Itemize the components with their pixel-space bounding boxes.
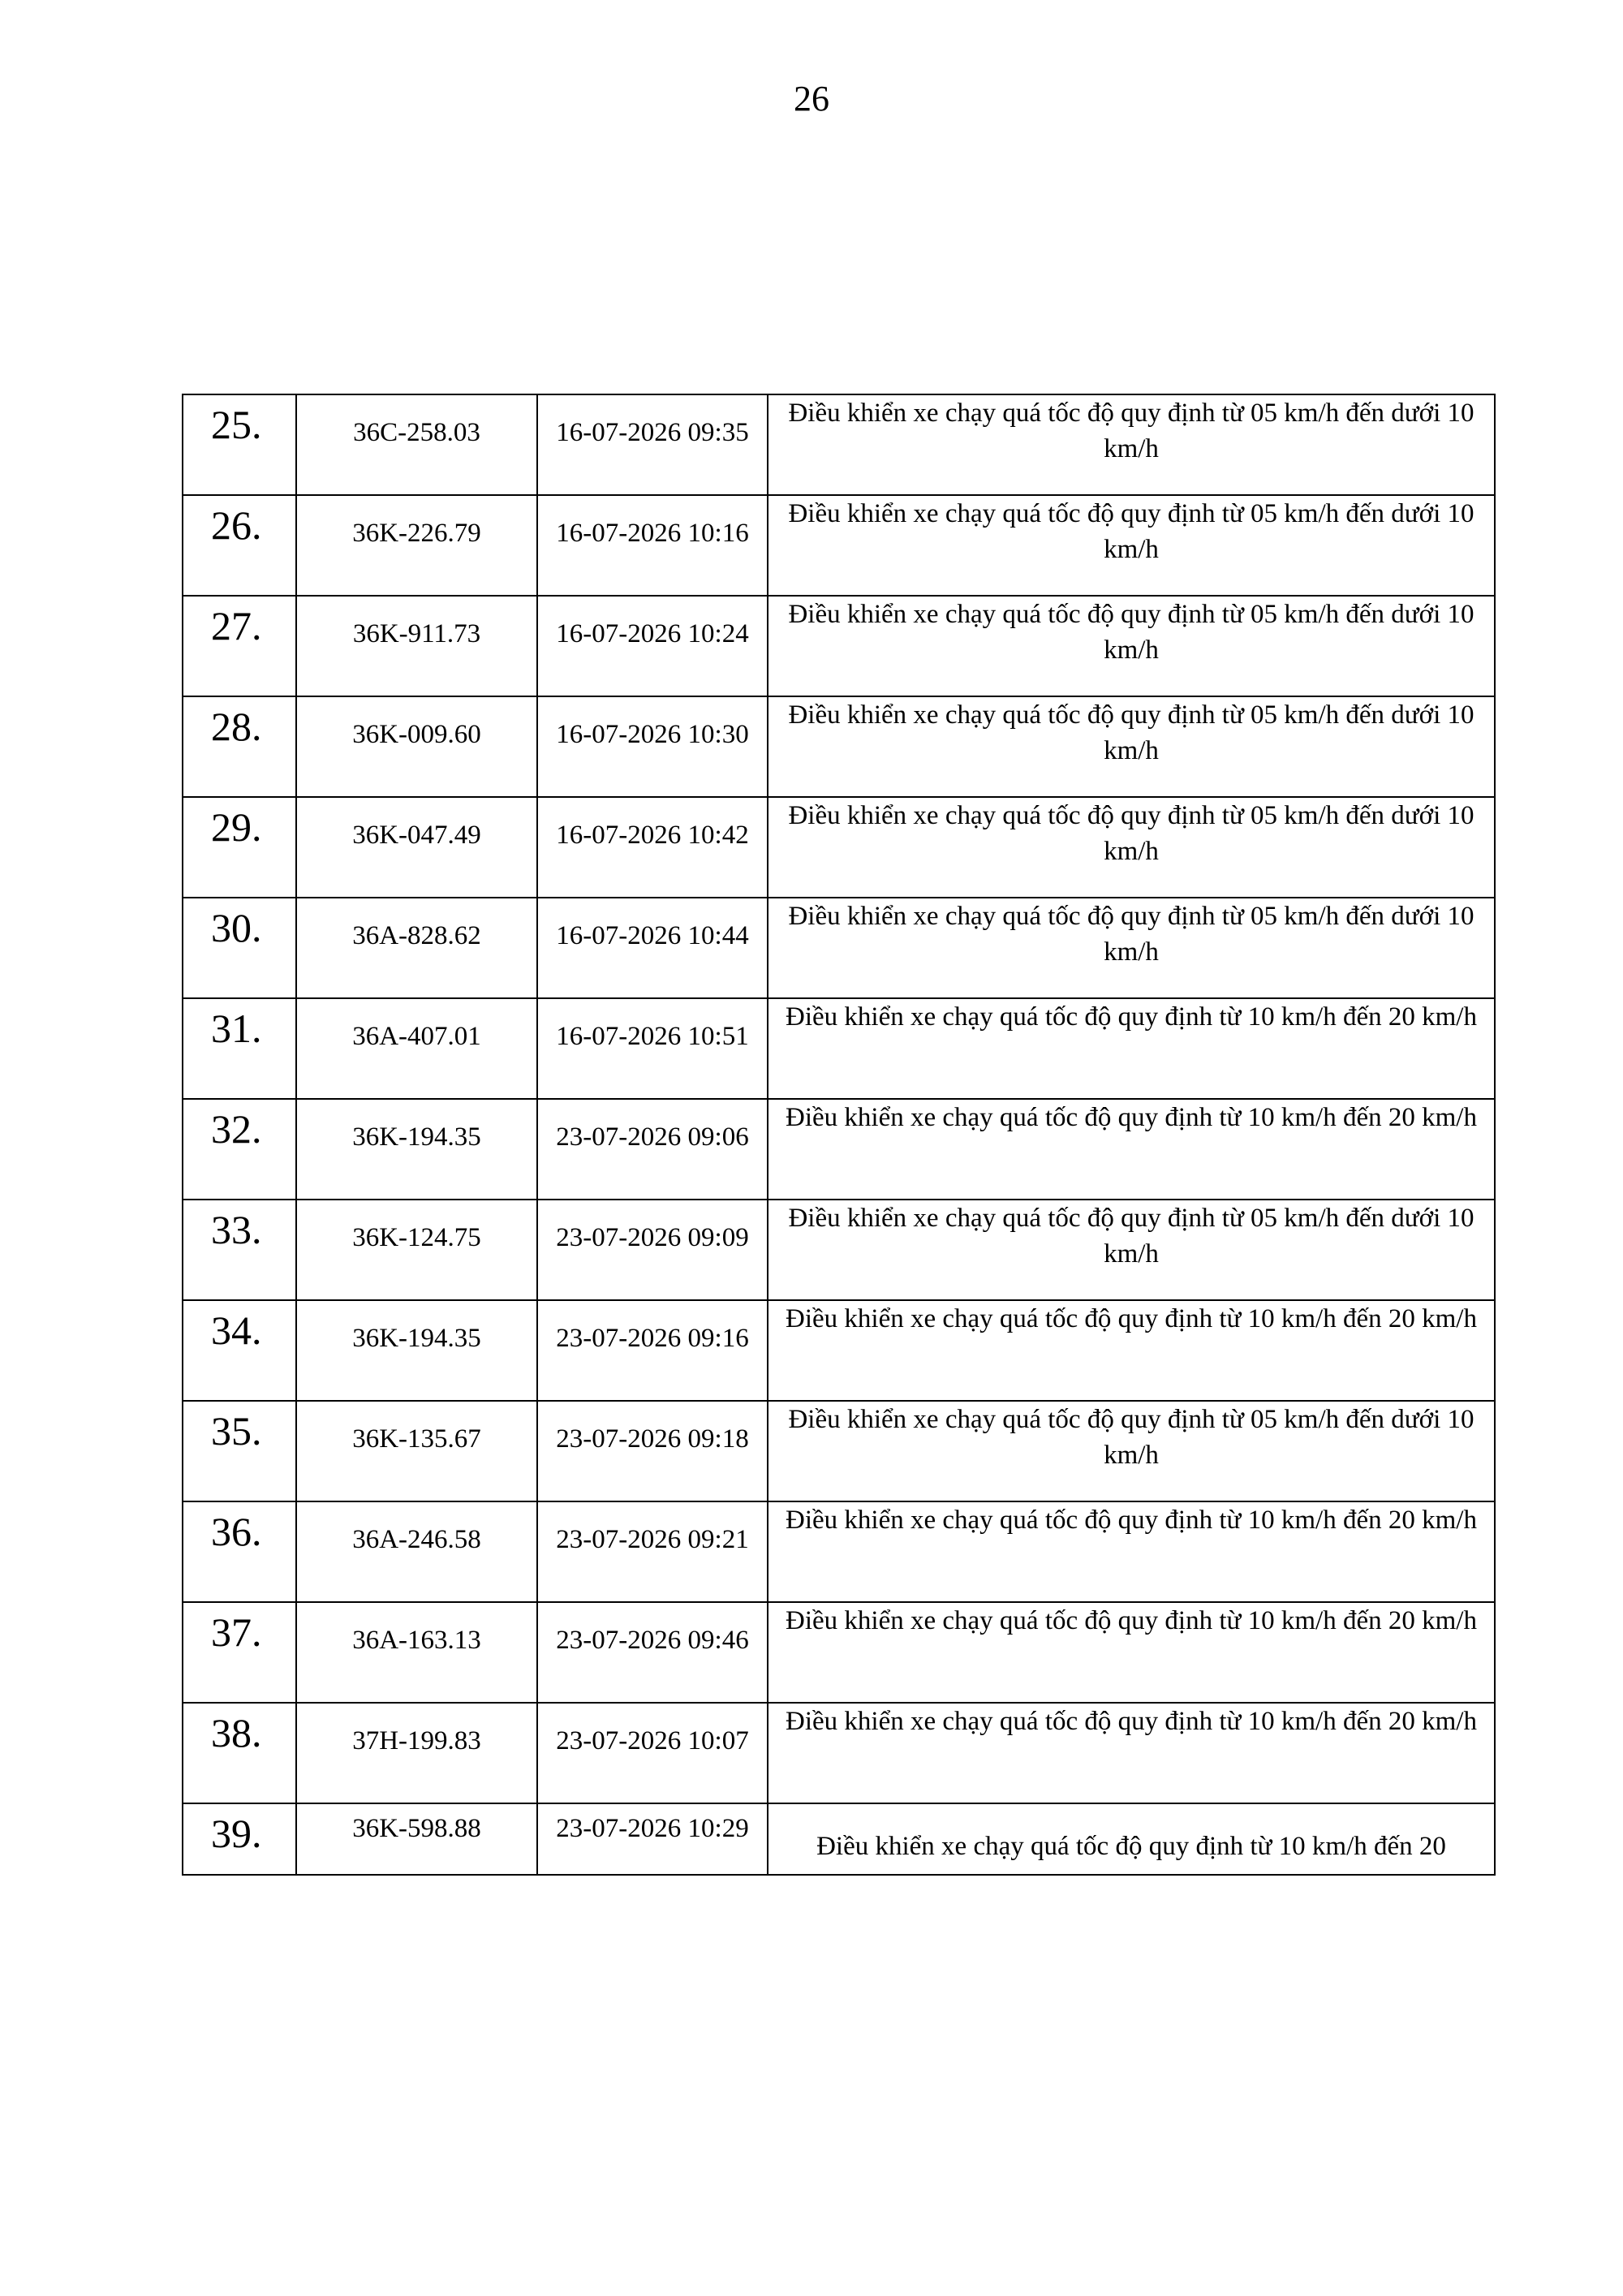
time-cell xyxy=(537,1300,768,1401)
row-number-cell xyxy=(183,1300,296,1401)
time-cell xyxy=(537,1703,768,1803)
description-cell xyxy=(768,797,1495,898)
description-cell xyxy=(768,696,1495,797)
time-cell xyxy=(537,1803,768,1875)
description-cell xyxy=(768,596,1495,696)
row-number-cell xyxy=(183,394,296,495)
violations-table xyxy=(182,394,1496,1876)
row-number: 26. xyxy=(211,502,262,548)
license-plate: 36K-194.35 xyxy=(352,1122,481,1152)
license-plate: 36A-246.58 xyxy=(352,1525,481,1554)
plate-cell xyxy=(296,898,537,998)
row-number: 35. xyxy=(211,1408,262,1454)
license-plate: 36K-194.35 xyxy=(352,1324,481,1353)
license-plate: 36C-258.03 xyxy=(353,418,480,447)
violation-time: 23-07-2026 10:07 xyxy=(556,1726,749,1755)
table-row xyxy=(183,797,1495,898)
row-number: 36. xyxy=(211,1509,262,1554)
plate-cell xyxy=(296,394,537,495)
table-row xyxy=(183,495,1495,596)
time-cell xyxy=(537,797,768,898)
row-number: 38. xyxy=(211,1710,262,1755)
row-number: 25. xyxy=(211,402,262,447)
plate-cell xyxy=(296,1501,537,1602)
time-cell xyxy=(537,898,768,998)
violation-time: 23-07-2026 09:09 xyxy=(556,1223,749,1252)
table-row xyxy=(183,998,1495,1099)
time-cell xyxy=(537,1200,768,1300)
row-number-cell xyxy=(183,1703,296,1803)
license-plate: 37H-199.83 xyxy=(352,1726,481,1755)
plate-cell xyxy=(296,495,537,596)
plate-cell xyxy=(296,696,537,797)
violation-time: 23-07-2026 10:29 xyxy=(556,1814,749,1843)
table-row xyxy=(183,898,1495,998)
violation-description: Điều khiển xe chạy quá tốc độ quy định từ 10 km/h đến 20 km/h xyxy=(786,1103,1477,1132)
time-cell xyxy=(537,394,768,495)
violation-description: Điều khiển xe chạy quá tốc độ quy định từ 05 km/h đến dưới 10 km/h xyxy=(788,700,1474,765)
time-cell xyxy=(537,1099,768,1200)
table-row xyxy=(183,394,1495,495)
table-row xyxy=(183,1602,1495,1703)
row-number: 32. xyxy=(211,1106,262,1152)
row-number-cell xyxy=(183,495,296,596)
license-plate: 36K-124.75 xyxy=(352,1223,481,1252)
time-cell xyxy=(537,1602,768,1703)
row-number-cell xyxy=(183,596,296,696)
description-cell xyxy=(768,1099,1495,1200)
violation-description: Điều khiển xe chạy quá tốc độ quy định từ 05 km/h đến dưới 10 km/h xyxy=(788,499,1474,564)
violation-time: 23-07-2026 09:18 xyxy=(556,1424,749,1454)
row-number-cell xyxy=(183,1401,296,1501)
violation-time: 16-07-2026 09:35 xyxy=(556,418,749,447)
row-number: 34. xyxy=(211,1307,262,1353)
violation-description: Điều khiển xe chạy quá tốc độ quy định từ 10 km/h đến 20 km/h xyxy=(786,1707,1477,1736)
license-plate: 36K-009.60 xyxy=(352,720,481,749)
violation-time: 23-07-2026 09:46 xyxy=(556,1626,749,1655)
row-number-cell xyxy=(183,696,296,797)
violation-time: 16-07-2026 10:24 xyxy=(556,619,749,648)
description-cell xyxy=(768,1401,1495,1501)
license-plate: 36K-135.67 xyxy=(352,1424,481,1454)
time-cell xyxy=(537,696,768,797)
license-plate: 36A-828.62 xyxy=(352,921,481,950)
violation-description: Điều khiển xe chạy quá tốc độ quy định từ 05 km/h đến dưới 10 km/h xyxy=(788,600,1474,665)
plate-cell xyxy=(296,1099,537,1200)
violation-description: Điều khiển xe chạy quá tốc độ quy định từ 10 km/h đến 20 km/h xyxy=(786,1304,1477,1333)
table-row xyxy=(183,1501,1495,1602)
description-cell xyxy=(768,1703,1495,1803)
license-plate: 36A-163.13 xyxy=(352,1626,481,1655)
license-plate: 36K-047.49 xyxy=(352,821,481,850)
row-number: 33. xyxy=(211,1207,262,1252)
description-cell xyxy=(768,1602,1495,1703)
violation-description: Điều khiển xe chạy quá tốc độ quy định từ 05 km/h đến dưới 10 km/h xyxy=(788,398,1474,463)
violation-description: Điều khiển xe chạy quá tốc độ quy định từ 05 km/h đến dưới 10 km/h xyxy=(788,1405,1474,1470)
row-number: 37. xyxy=(211,1609,262,1655)
plate-cell xyxy=(296,1401,537,1501)
row-number-cell xyxy=(183,1803,296,1875)
plate-cell xyxy=(296,1200,537,1300)
description-cell xyxy=(768,1300,1495,1401)
violation-description: Điều khiển xe chạy quá tốc độ quy định từ 05 km/h đến dưới 10 km/h xyxy=(788,902,1474,967)
row-number: 39. xyxy=(211,1811,262,1856)
plate-cell xyxy=(296,1803,537,1875)
table-body xyxy=(183,394,1495,1875)
table-row xyxy=(183,1703,1495,1803)
table-row xyxy=(183,696,1495,797)
violation-time: 16-07-2026 10:51 xyxy=(556,1022,749,1051)
violation-time: 16-07-2026 10:44 xyxy=(556,921,749,950)
violation-time: 23-07-2026 09:16 xyxy=(556,1324,749,1353)
violation-time: 16-07-2026 10:30 xyxy=(556,720,749,749)
plate-cell xyxy=(296,1602,537,1703)
violation-time: 23-07-2026 09:06 xyxy=(556,1122,749,1152)
description-cell xyxy=(768,1200,1495,1300)
row-number-cell xyxy=(183,998,296,1099)
violation-description: Điều khiển xe chạy quá tốc độ quy định từ 10 km/h đến 20 km/h xyxy=(786,1002,1477,1032)
license-plate: 36K-226.79 xyxy=(352,519,481,548)
violation-description: Điều khiển xe chạy quá tốc độ quy định từ 05 km/h đến dưới 10 km/h xyxy=(788,801,1474,866)
plate-cell xyxy=(296,998,537,1099)
violation-description: Điều khiển xe chạy quá tốc độ quy định từ 10 km/h đến 20 km/h xyxy=(786,1606,1477,1635)
violation-time: 16-07-2026 10:42 xyxy=(556,821,749,850)
time-cell xyxy=(537,998,768,1099)
plate-cell xyxy=(296,596,537,696)
table-row xyxy=(183,1099,1495,1200)
violation-time: 23-07-2026 09:21 xyxy=(556,1525,749,1554)
time-cell xyxy=(537,596,768,696)
row-number-cell xyxy=(183,1602,296,1703)
plate-cell xyxy=(296,797,537,898)
row-number-cell xyxy=(183,1200,296,1300)
description-cell xyxy=(768,495,1495,596)
plate-cell xyxy=(296,1703,537,1803)
description-cell xyxy=(768,1501,1495,1602)
page-number: 26 xyxy=(794,79,829,118)
table-row xyxy=(183,1200,1495,1300)
time-cell xyxy=(537,495,768,596)
row-number: 31. xyxy=(211,1006,262,1051)
row-number-cell xyxy=(183,1501,296,1602)
row-number: 28. xyxy=(211,704,262,749)
table-row xyxy=(183,1803,1495,1875)
violation-time: 16-07-2026 10:16 xyxy=(556,519,749,548)
row-number-cell xyxy=(183,1099,296,1200)
description-cell xyxy=(768,394,1495,495)
license-plate: 36A-407.01 xyxy=(352,1022,481,1051)
time-cell xyxy=(537,1401,768,1501)
description-cell xyxy=(768,1803,1495,1875)
row-number: 30. xyxy=(211,905,262,950)
license-plate: 36K-911.73 xyxy=(352,619,481,648)
row-number-cell xyxy=(183,898,296,998)
row-number: 27. xyxy=(211,603,262,648)
row-number: 29. xyxy=(211,804,262,850)
row-number-cell xyxy=(183,797,296,898)
violation-description: Điều khiển xe chạy quá tốc độ quy định từ 05 km/h đến dưới 10 km/h xyxy=(788,1204,1474,1269)
plate-cell xyxy=(296,1300,537,1401)
table-row xyxy=(183,1300,1495,1401)
violation-description: Điều khiển xe chạy quá tốc độ quy định từ 10 km/h đến 20 km/h xyxy=(786,1506,1477,1535)
table-row xyxy=(183,596,1495,696)
description-cell xyxy=(768,998,1495,1099)
table-row xyxy=(183,1401,1495,1501)
time-cell xyxy=(537,1501,768,1602)
violation-description: Điều khiển xe chạy quá tốc độ quy định từ 10 km/h đến 20 xyxy=(816,1832,1446,1861)
license-plate: 36K-598.88 xyxy=(352,1814,481,1843)
description-cell xyxy=(768,898,1495,998)
